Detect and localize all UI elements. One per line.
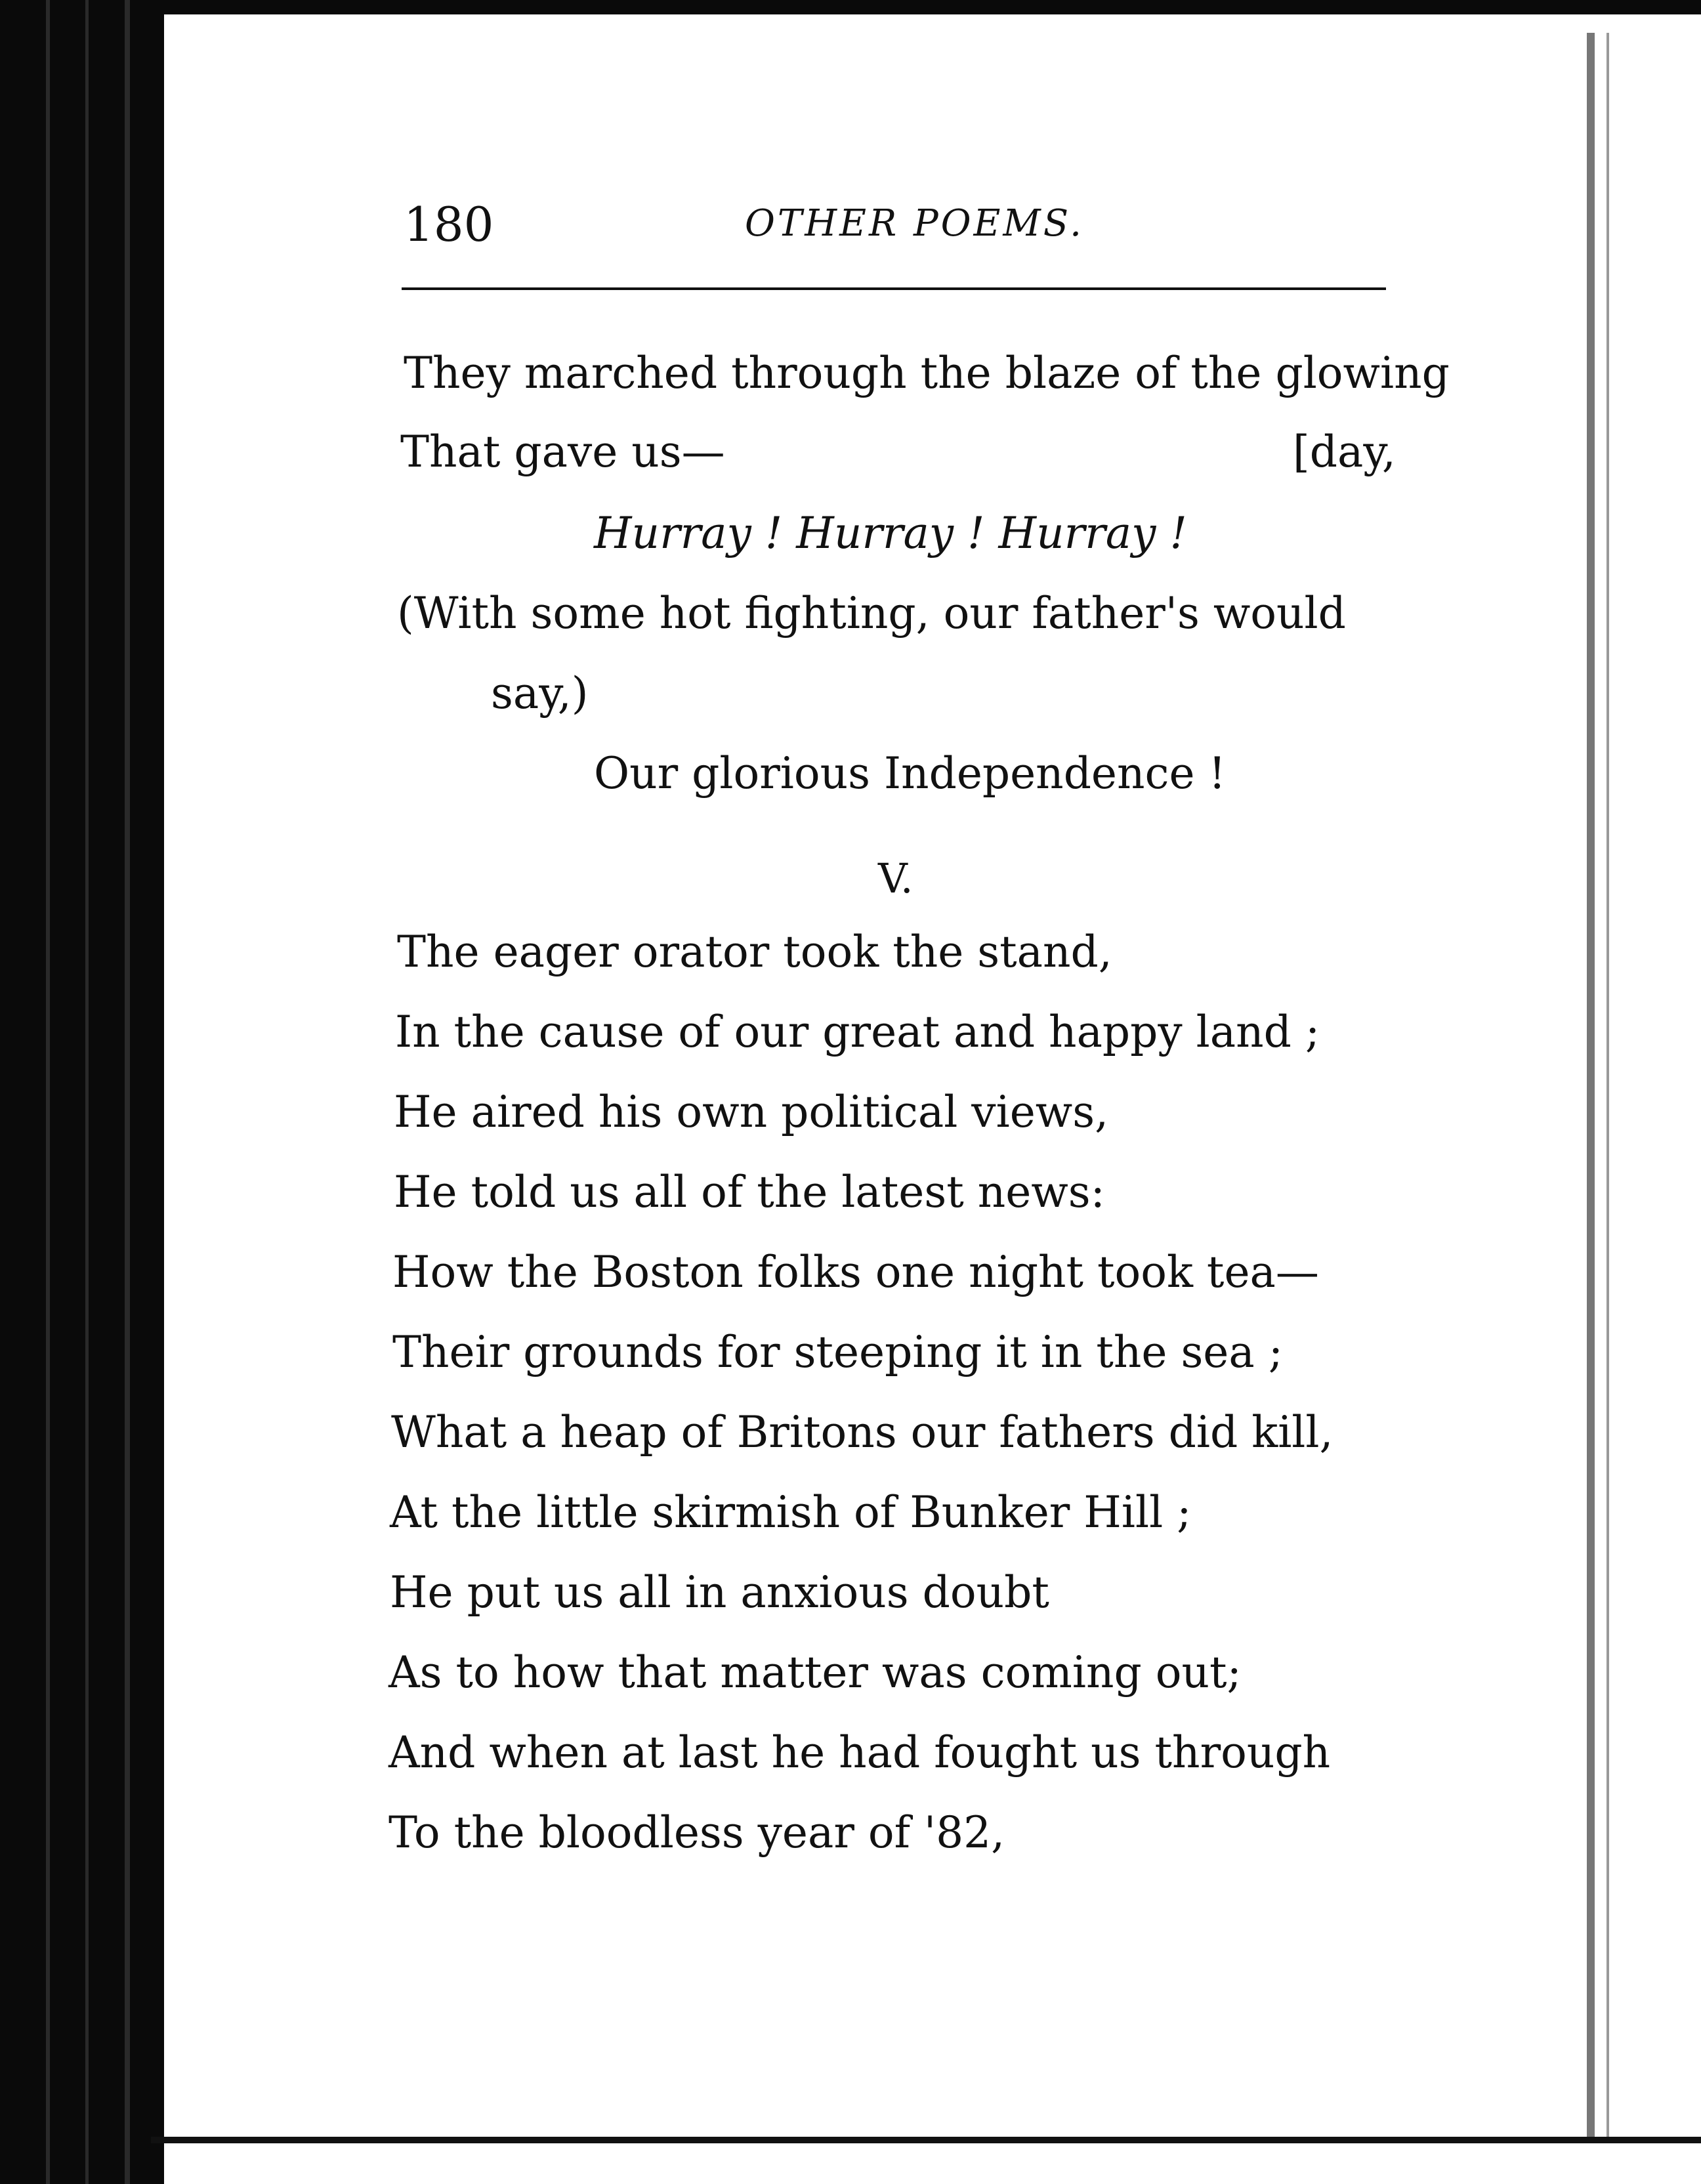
next-page-edge (1606, 33, 1609, 2139)
verse-line: They marched through the blaze of the glowing (404, 348, 1450, 398)
section-heading: V. (878, 854, 914, 902)
verse-line: (With some hot fighting, our father's would (397, 588, 1346, 639)
verse-line: To the bloodless year of '82, (388, 1807, 1005, 1858)
verse-line: He aired his own political views, (394, 1087, 1109, 1137)
page-header (404, 197, 1401, 262)
page-edge-line (46, 0, 50, 2184)
running-head: OTHER POEMS. (745, 202, 1084, 245)
verse-line: How the Boston folks one night took tea— (392, 1247, 1319, 1297)
verse-line: As to how that matter was coming out; (388, 1647, 1242, 1698)
verse-line: And when at last he had fought us through (388, 1727, 1331, 1778)
verse-line: He put us all in anxious doubt (390, 1567, 1049, 1618)
verse-line: He told us all of the latest news: (394, 1167, 1105, 1217)
scan-bottom-border (151, 2137, 1701, 2143)
scan-top-border (0, 0, 1701, 14)
verse-line: In the cause of our great and happy land ; (395, 1007, 1320, 1057)
verse-line: That gave us— (400, 427, 725, 477)
verse-line: What a heap of Britons our fathers did kill, (391, 1407, 1334, 1458)
verse-line: Our glorious Independence ! (594, 748, 1227, 799)
refrain-line: Hurray ! Hurray ! Hurray ! (594, 508, 1187, 558)
book-binding-edge (0, 0, 164, 2184)
page-number: 180 (404, 197, 494, 252)
verse-line-turnover: [day, (1293, 427, 1396, 477)
verse-line: say,) (491, 668, 589, 719)
page-edge-line (125, 0, 130, 2184)
verse-line: Their grounds for steeping it in the sea ; (392, 1327, 1283, 1377)
verse-line: At the little skirmish of Bunker Hill ; (390, 1487, 1192, 1538)
verse-line: The eager orator took the stand, (397, 927, 1112, 977)
page-edge-line (85, 0, 89, 2184)
page-gutter-shadow (1587, 33, 1595, 2139)
header-rule (402, 287, 1386, 290)
